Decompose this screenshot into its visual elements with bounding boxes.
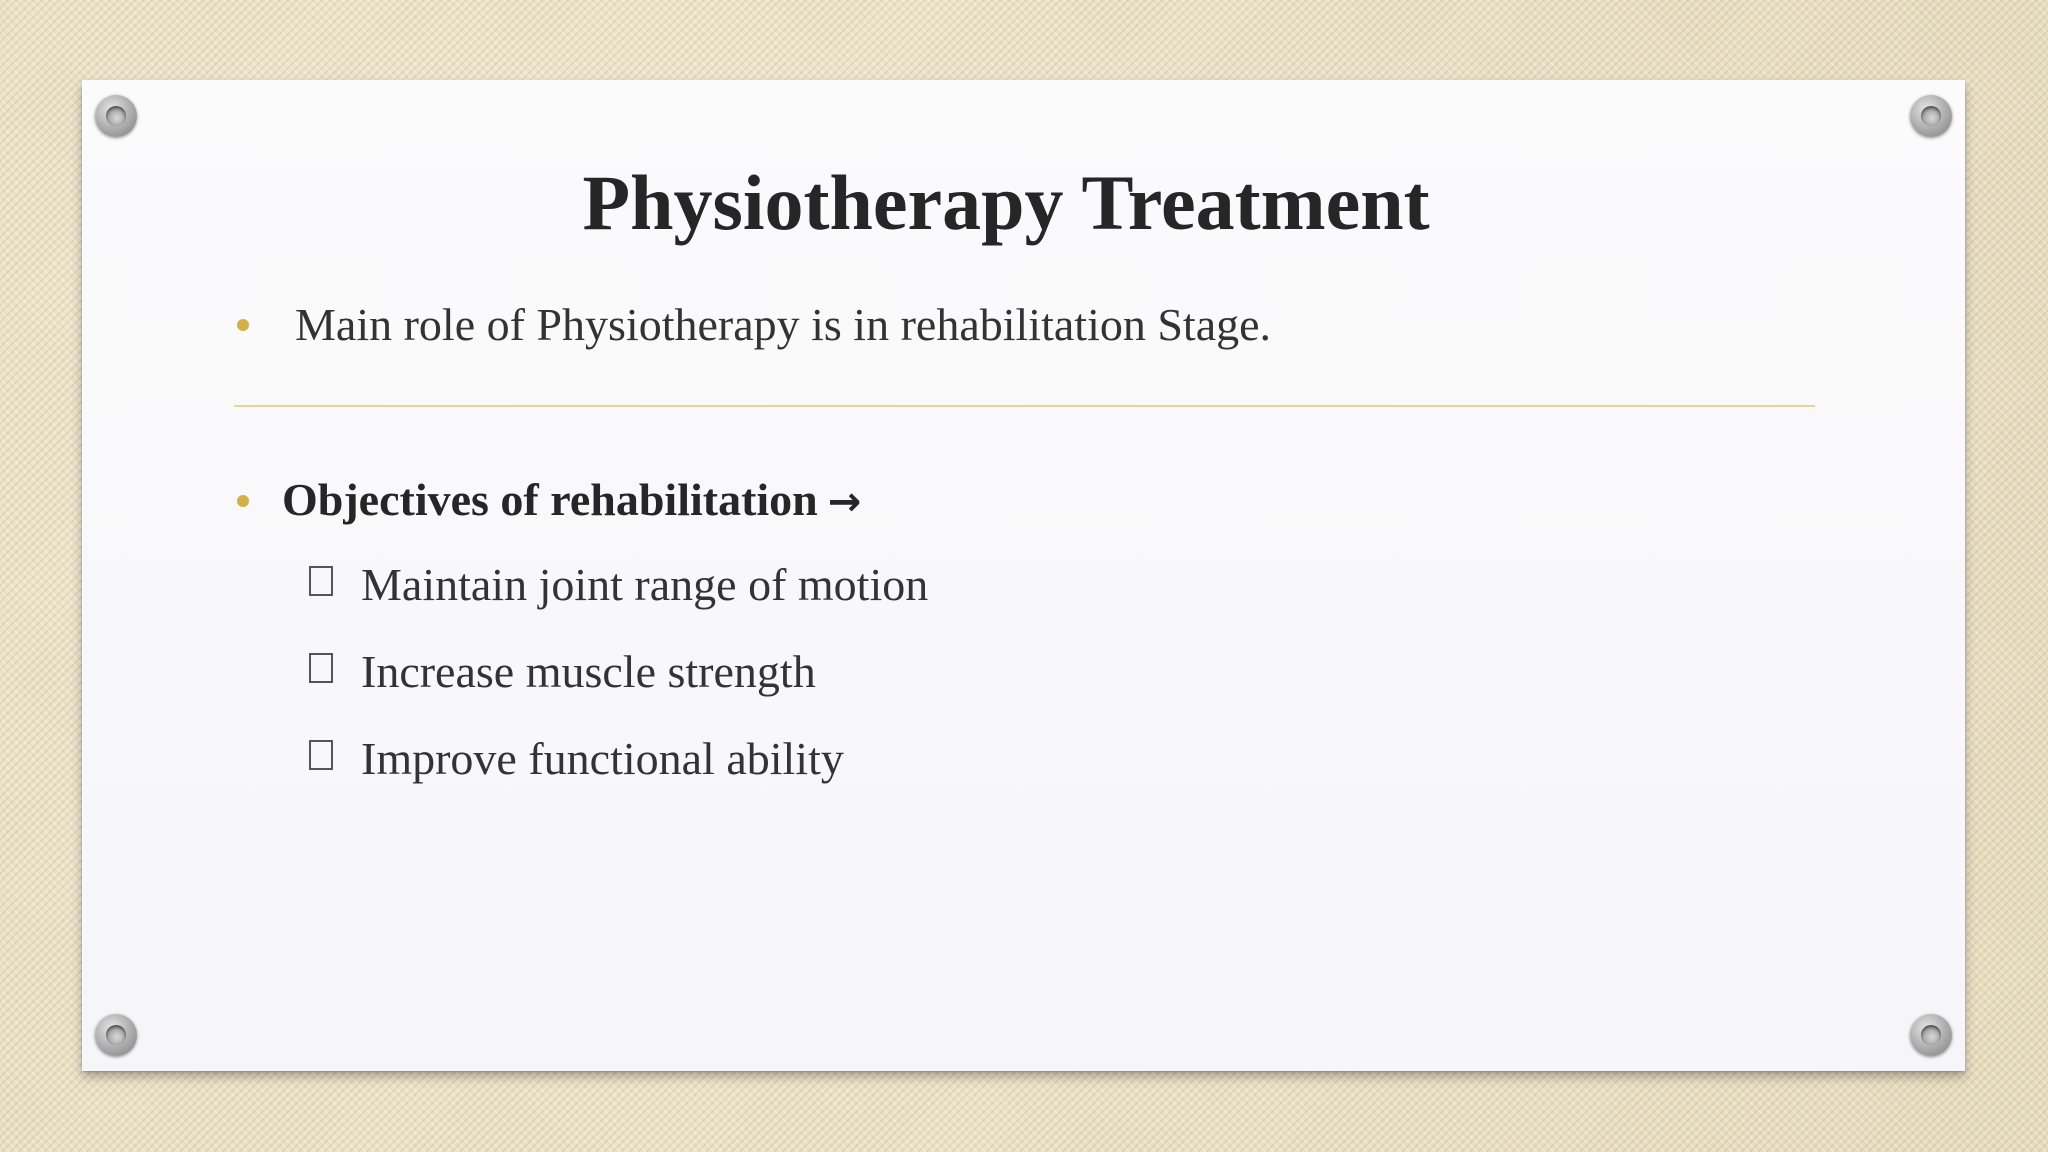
objective-item	[309, 558, 928, 618]
objectives-heading	[282, 473, 861, 526]
bullet-dot-icon	[237, 495, 249, 507]
checkbox-icon	[309, 740, 333, 770]
bullet-dot-icon	[237, 319, 249, 331]
objective-text: Improve functional ability	[361, 733, 844, 784]
objectives-heading-text: Objectives of rehabilitation	[282, 474, 818, 525]
checkbox-icon	[309, 653, 333, 683]
grommet-icon	[1910, 1014, 1952, 1056]
intro-text: Main role of Physiotherapy is in rehabilitation Stage.	[295, 299, 1272, 350]
objective-item	[309, 732, 844, 792]
objective-text: Increase muscle strength	[361, 646, 816, 697]
divider	[234, 405, 1815, 407]
checkbox-icon	[309, 566, 333, 596]
grommet-icon	[1910, 95, 1952, 137]
arrow-right-icon: →	[827, 479, 862, 525]
objective-text: Maintain joint range of motion	[361, 559, 929, 610]
grommet-icon	[95, 1014, 137, 1056]
objective-item	[309, 645, 816, 705]
slide-title: Physiotherapy Treatment	[582, 159, 1430, 246]
grommet-icon	[95, 95, 137, 137]
